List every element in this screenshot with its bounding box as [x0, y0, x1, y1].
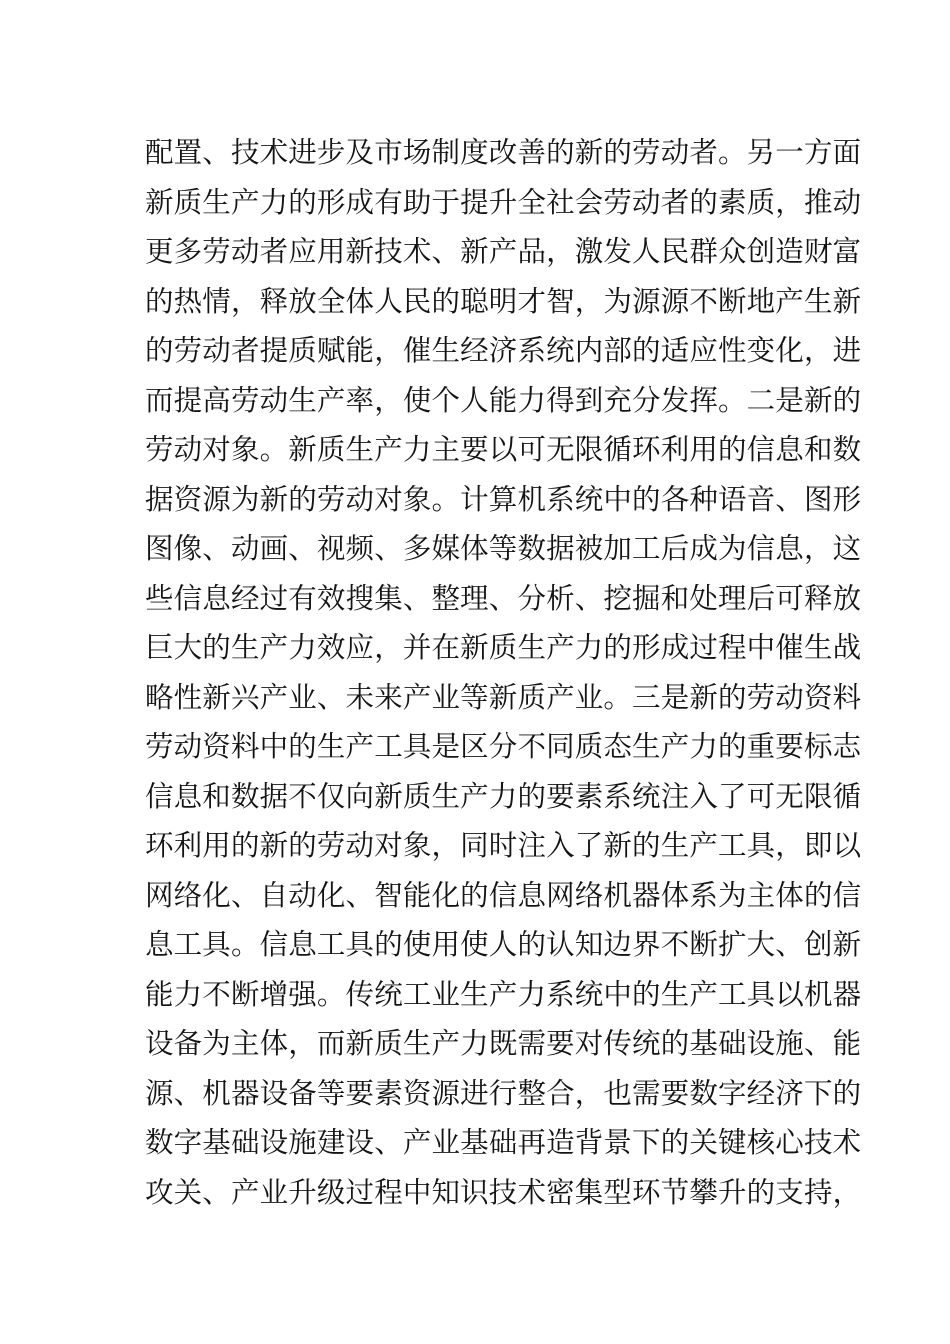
text-line: 而提高劳动生产率，使个人能力得到充分发挥。二是新的 [145, 383, 862, 417]
text-line: 劳动对象。新质生产力主要以可无限循环利用的信息和数 [145, 433, 862, 466]
text-line: 的热情，释放全体人民的聪明才智，为源源不断地产生新 [145, 284, 862, 318]
text-line: 息工具。信息工具的使用使人的认知边界不断扩大、创新 [145, 928, 862, 961]
text-line: 设备为主体，而新质生产力既需要对传统的基础设施、能 [145, 1027, 862, 1060]
text-line: 些信息经过有效搜集、整理、分析、挖掘和处理后可释放 [145, 581, 862, 615]
text-line: 的劳动者提质赋能，催生经济系统内部的适应性变化，进 [145, 334, 862, 367]
text-line: 环利用的新的劳动对象，同时注入了新的生产工具，即以 [145, 829, 862, 862]
text-line: 数字基础设施建设、产业基础再造背景下的关键核心技术 [145, 1126, 862, 1159]
text-line: 据资源为新的劳动对象。计算机系统中的各种语音、图形 [145, 482, 862, 516]
text-line: 新质生产力的形成有助于提升全社会劳动者的素质，推动 [145, 185, 862, 219]
text-line: 巨大的生产力效应，并在新质生产力的形成过程中催生战 [145, 631, 862, 664]
text-line: 劳动资料中的生产工具是区分不同质态生产力的重要标志 [145, 730, 862, 763]
text-line: 略性新兴产业、未来产业等新质产业。三是新的劳动资料 [145, 680, 862, 714]
text-line: 网络化、自动化、智能化的信息网络机器体系为主体的信 [145, 878, 862, 912]
text-line: 源、机器设备等要素资源进行整合，也需要数字经济下的 [145, 1076, 862, 1110]
text-line: 更多劳动者应用新技术、新产品，激发人民群众创造财富 [145, 235, 862, 268]
text-line: 配置、技术进步及市场制度改善的新的劳动者。另一方面 [145, 136, 862, 169]
body-paragraph [145, 128, 862, 1217]
text-line: 攻关、产业升级过程中知识技术密集型环节攀升的支持， [145, 1175, 862, 1209]
text-line: 能力不断增强。传统工业生产力系统中的生产工具以机器 [145, 977, 862, 1011]
text-line: 信息和数据不仅向新质生产力的要素系统注入了可无限循 [145, 779, 862, 813]
text-line: 图像、动画、视频、多媒体等数据被加工后成为信息，这 [145, 532, 862, 565]
